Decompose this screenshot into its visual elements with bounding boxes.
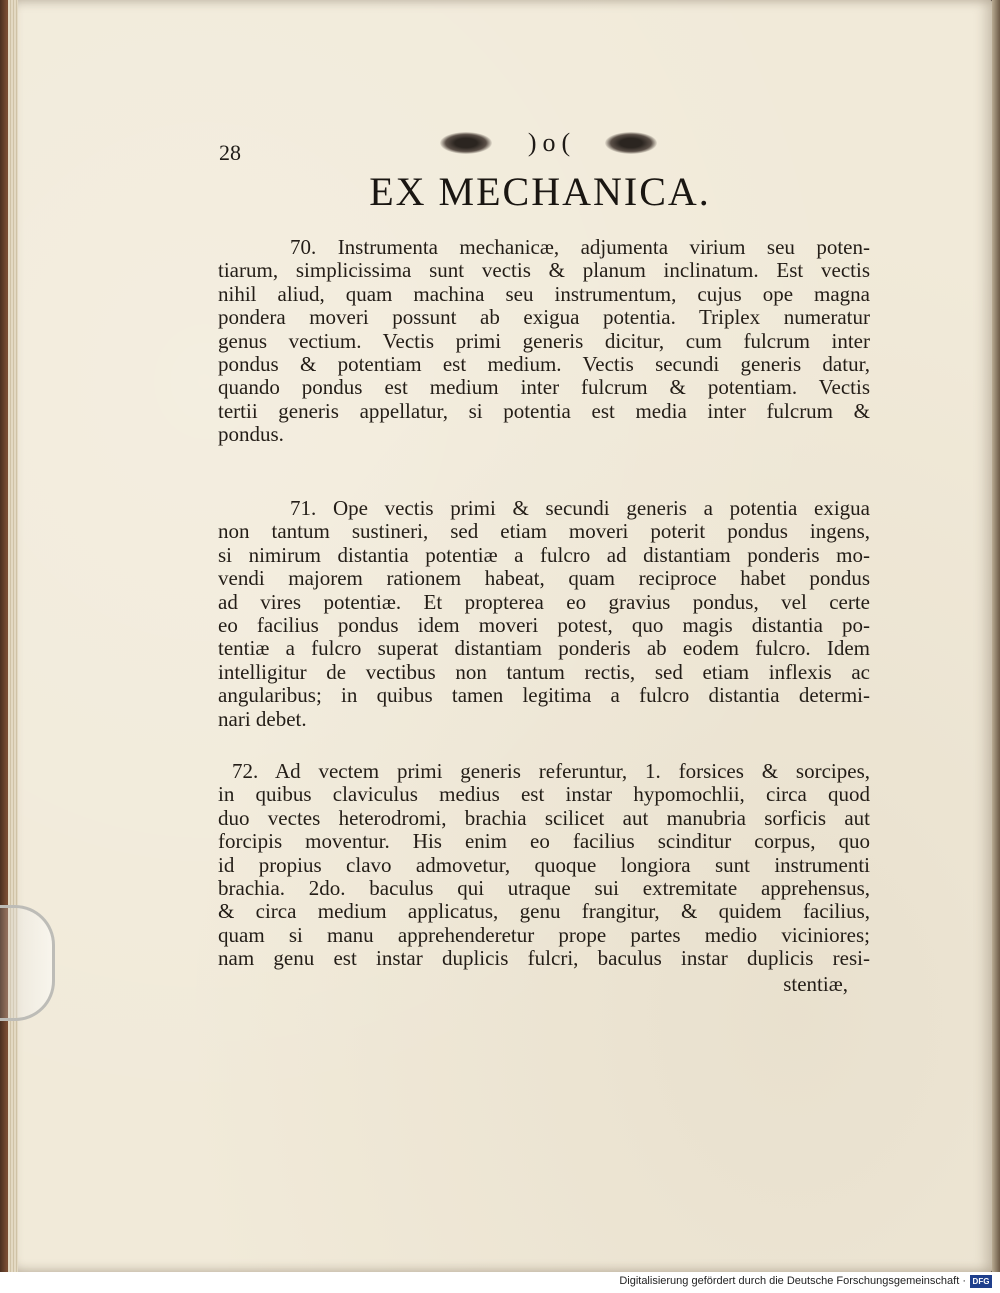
page-title: EX MECHANICA. — [369, 169, 711, 214]
text-line: nihil aliud, quam machina seu instrumentum, cujus ope magna — [218, 281, 870, 306]
text-line: genus vectium. Vectis primi generis dicitur, cum fulcrum inter — [218, 328, 870, 353]
text-line: tiarum, simplicissima sunt vectis & planum inclinatum. Est vectis — [218, 258, 870, 283]
text-line: pondus & potentiam est medium. Vectis secundi generis datur, — [218, 352, 870, 377]
text-line: eo facilius pondus idem moveri potest, quo magis distantia po- — [218, 613, 870, 638]
text-line: si nimirum distantia potentiæ a fulcro ad distantiam ponderis mo- — [218, 542, 870, 567]
text-line: intelligitur de vectibus non tantum rectis, sed etiam inflexis ac — [218, 659, 870, 684]
text-line: tertii generis appellatur, si potentia est media inter fulcrum & — [218, 398, 870, 423]
text-line: 70. Instrumenta mechanicæ, adjumenta virium seu poten- — [290, 235, 870, 259]
catchword: stentiæ, — [783, 972, 848, 996]
text-line: pondus. — [218, 422, 284, 447]
dfg-logo-icon: DFG — [970, 1275, 992, 1288]
text-line: 72. Ad vectem primi generis referuntur, 1. forsices & sorcipes, — [232, 759, 870, 783]
header-ornament — [440, 128, 660, 160]
page-clip — [0, 905, 55, 1021]
paragraph-70 — [218, 236, 870, 447]
text-line: pondera moveri possunt ab exigua potentia. Triplex numeratur — [218, 305, 870, 330]
crescent-ornament-icon: )o( — [527, 128, 577, 157]
text-line: in quibus claviculus medius est instar hypomochlii, circa quod — [218, 782, 870, 807]
text-line: ad vires potentiæ. Et propterea eo gravius pondus, vel certe — [218, 589, 870, 614]
text-line: nari debet. — [218, 706, 307, 731]
text-line: & circa medium applicatus, genu frangitur, & quidem facilius, — [218, 899, 870, 924]
digitization-credit: Digitalisierung gefördert durch die Deutsche Forschungsgemeinschaft · — [619, 1275, 966, 1287]
text-line: quando pondus est medium inter fulcrum & potentiam. Vectis — [218, 375, 870, 400]
text-line: vendi majorem rationem habeat, quam reciproce habet pondus — [218, 566, 870, 591]
fleuron-left-icon — [440, 132, 492, 154]
page-number: 28 — [219, 140, 241, 165]
text-line: angularibus; in quibus tamen legitima a fulcro distantia determi- — [218, 683, 870, 708]
text-line: tentiæ a fulcro superat distantiam ponderis ab eodem fulcro. Idem — [218, 636, 870, 661]
text-line: 71. Ope vectis primi & secundi generis a potentia exigua — [290, 496, 870, 520]
text-line: quam si manu apprehenderetur prope partes medio viciniores; — [218, 922, 870, 947]
text-line: nam genu est instar duplicis fulcri, baculus instar duplicis resi- — [218, 946, 870, 971]
fleuron-right-icon — [605, 132, 657, 154]
text-line: id propius clavo admovetur, quoque longiora sunt instrumenti — [218, 852, 870, 877]
paragraph-72 — [218, 760, 870, 971]
text-line: brachia. 2do. baculus qui utraque sui extremitate apprehensus, — [218, 876, 870, 901]
text-line: duo vectes heterodromi, brachia scilicet aut manubria sorficis aut — [218, 805, 870, 830]
paragraph-71 — [218, 497, 870, 731]
text-line: non tantum sustineri, sed etiam moveri poterit pondus ingens, — [218, 519, 870, 544]
text-line: forcipis moventur. His enim eo facilius scinditur corpus, quo — [218, 829, 870, 854]
